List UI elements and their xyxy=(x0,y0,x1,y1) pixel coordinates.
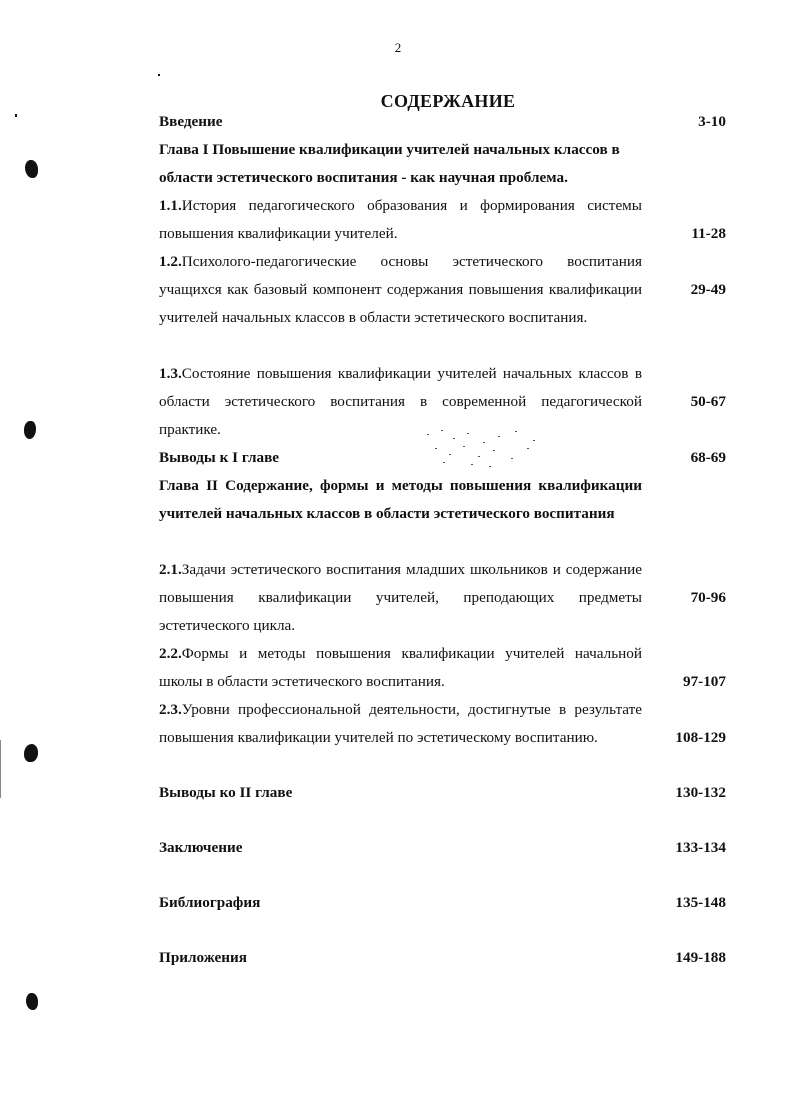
scan-punch-mark xyxy=(24,744,38,762)
toc-entry-text xyxy=(159,696,642,752)
section-title: Уровни профессиональной деятельности, достигнутые в результате повышения квалификации учителей по эстетическому воспитанию. xyxy=(159,701,642,746)
toc-entry-chapter-1[interactable] xyxy=(159,136,726,192)
section-number: 1.2. xyxy=(159,253,182,270)
toc-entry-conclusions-2[interactable] xyxy=(159,779,726,807)
scan-noise xyxy=(423,428,553,470)
scan-punch-mark xyxy=(26,993,38,1010)
toc-page-range: 135-148 xyxy=(675,894,726,911)
page-title: СОДЕРЖАНИЕ xyxy=(380,91,516,111)
toc-entry-text: Выводы ко II главе xyxy=(159,784,293,801)
toc-page-range: 133-134 xyxy=(675,839,726,856)
toc-page-range: 149-188 xyxy=(675,949,726,966)
toc-entry-text xyxy=(159,360,642,444)
section-number: 2.2. xyxy=(159,645,182,662)
scan-edge-line xyxy=(0,740,1,798)
section-title: Состояние повышения квалификации учителей начальных классов в области эстетического воспитания в современной педагогической практике. xyxy=(159,365,642,438)
section-number: 1.1. xyxy=(159,197,182,214)
scan-dot xyxy=(15,114,17,117)
toc-entry-intro[interactable] xyxy=(159,108,726,136)
toc-page-range: 3-10 xyxy=(698,113,726,130)
toc-entry-text: Выводы к I главе xyxy=(159,449,280,466)
toc-page-range: 68-69 xyxy=(690,449,726,466)
toc-entry-appendix[interactable] xyxy=(159,944,726,972)
scan-punch-mark xyxy=(24,421,36,439)
toc-page-range: 50-67 xyxy=(690,393,726,410)
scan-punch-mark xyxy=(25,160,38,178)
section-title: Задачи эстетического воспитания младших школьников и содержание повышения квалификации учителей, преподающих предметы эстетического цикла. xyxy=(159,561,642,634)
toc-entry-bibliography[interactable] xyxy=(159,889,726,917)
toc-page-range: 11-28 xyxy=(691,225,726,242)
toc-page-range: 70-96 xyxy=(690,589,726,606)
toc-entry-text xyxy=(159,192,642,248)
section-title: История педагогического образования и формирования системы повышения квалификации учителей. xyxy=(159,197,642,242)
section-title: Психолого-педагогические основы эстетического воспитания учащихся как базовый компонент содержания повышения квалификации учителей начальных классов в области эстетического воспитания. xyxy=(159,253,642,326)
toc-entry-text: Библиография xyxy=(159,894,261,911)
toc-entry-text: Введение xyxy=(159,113,223,130)
toc-page-range: 97-107 xyxy=(682,673,726,690)
toc-entry-text xyxy=(159,248,642,332)
toc-entry-2-2[interactable] xyxy=(159,640,726,696)
page-number: 2 xyxy=(394,40,402,55)
toc-entry-2-3[interactable] xyxy=(159,696,726,752)
toc-entry-text: Глава I Повышение квалификации учителей начальных классов в области эстетического воспитания - как научная проблема. xyxy=(159,141,620,186)
scan-dot xyxy=(158,74,160,76)
toc-entry-text: Заключение xyxy=(159,839,243,856)
section-number: 1.3. xyxy=(159,365,182,382)
toc-page-range: 130-132 xyxy=(675,784,726,801)
toc-entry-conclusion[interactable] xyxy=(159,834,726,862)
toc-entry-text xyxy=(159,556,642,640)
toc-entry-text: Приложения xyxy=(159,949,248,966)
toc-page-range: 108-129 xyxy=(675,729,726,746)
toc-entry-chapter-2[interactable] xyxy=(159,472,726,528)
toc-entry-1-2[interactable] xyxy=(159,248,726,332)
toc-entry-text xyxy=(159,640,642,696)
section-number: 2.3. xyxy=(159,701,182,718)
toc-entry-2-1[interactable] xyxy=(159,556,726,640)
section-number: 2.1. xyxy=(159,561,182,578)
toc-entry-text: Глава II Содержание, формы и методы повышения квалификации учителей начальных классов в области эстетического воспитания xyxy=(159,477,642,522)
section-title: Формы и методы повышения квалификации учителей начальной школы в области эстетического воспитания. xyxy=(159,645,642,690)
toc-entry-1-1[interactable] xyxy=(159,192,726,248)
toc-page-range: 29-49 xyxy=(690,281,726,298)
